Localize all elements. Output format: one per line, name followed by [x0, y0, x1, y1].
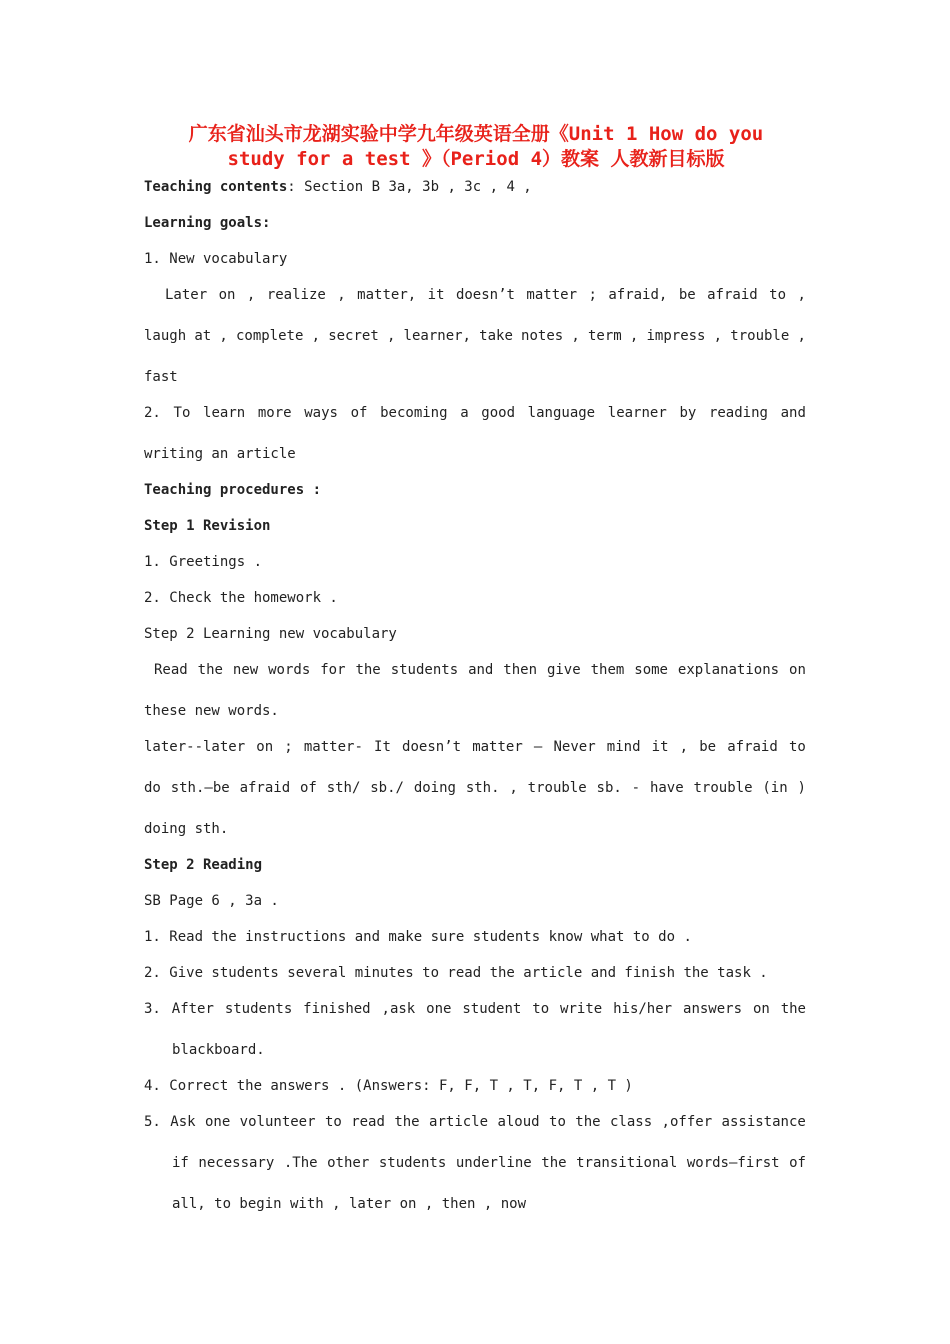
word: necessary [198, 1155, 275, 1171]
word: finished [303, 1001, 371, 1017]
word: answers [683, 1001, 743, 1017]
reading-item-4: 4. Correct the answers . (Answers: F, F, T , T, F, T , T ) [144, 1078, 633, 1094]
word: sth. [465, 780, 500, 796]
step-2-paragraph-line-2: these new words. [144, 703, 279, 719]
word: and [468, 662, 494, 678]
word: have [649, 780, 684, 796]
word: the [355, 662, 381, 678]
word: – [533, 739, 543, 755]
reading-item-3-line-1 [144, 1000, 806, 1018]
word: his/her [613, 1001, 673, 1017]
step-1-item-1: 1. Greetings . [144, 554, 263, 570]
word: article [429, 1114, 489, 1130]
word: reading [708, 405, 768, 421]
word: It [374, 739, 391, 755]
reading-item-5-line-2 [172, 1154, 806, 1172]
word: words—first [686, 1155, 780, 1171]
word: Ask [170, 1114, 196, 1130]
vocab-notes-line-3: doing sth. [144, 821, 229, 837]
word: more [257, 405, 292, 421]
word: , [509, 780, 518, 796]
word: of [789, 1155, 806, 1171]
word: transitional [576, 1155, 678, 1171]
word: take [479, 328, 513, 344]
word: assistance [721, 1114, 806, 1130]
word: write [560, 1001, 603, 1017]
word: other [327, 1155, 370, 1171]
word: doing [413, 780, 456, 796]
teaching-contents-line [144, 178, 532, 196]
word: , [713, 328, 723, 344]
word: the [575, 1114, 601, 1130]
teaching-procedures-heading: Teaching procedures : [144, 482, 322, 498]
word: afraid [707, 287, 758, 303]
word: class [609, 1114, 653, 1130]
word: (in [762, 780, 788, 796]
reading-item-2: 2. Give students several minutes to read the article and finish the task . [144, 965, 768, 981]
word: sb. [596, 780, 622, 796]
word: ,offer [661, 1114, 713, 1130]
word: to [532, 1001, 550, 1017]
word: learn [203, 405, 246, 421]
word: sb./ [370, 780, 404, 796]
learning-goals-heading: Learning goals: [144, 215, 271, 231]
vocabulary-item-title: 1. New vocabulary [144, 251, 288, 267]
word: explanations [677, 662, 780, 678]
word: , [219, 328, 228, 344]
word: trouble [730, 328, 790, 344]
word: if [172, 1155, 189, 1171]
word: then [503, 662, 538, 678]
word: afraid [239, 780, 291, 796]
word: term [587, 328, 622, 344]
word: , [797, 287, 806, 303]
word: ,ask [381, 1001, 416, 1017]
word: some [634, 662, 668, 678]
reading-item-1: 1. Read the instructions and make sure students know what to do . [144, 929, 692, 945]
goal-2-line-1 [144, 404, 806, 422]
word: students [390, 662, 459, 678]
word: them [590, 662, 625, 678]
word: ) [797, 780, 806, 796]
word: - [631, 780, 641, 796]
document-title [120, 122, 832, 172]
word: be [678, 287, 696, 303]
word: at [194, 328, 212, 344]
sb-page-reference: SB Page 6 , 3a . [144, 893, 279, 909]
word: 5. [144, 1114, 161, 1130]
step-2-paragraph-line-1 [154, 661, 806, 679]
word: matter [526, 287, 577, 303]
word: one [204, 1114, 231, 1130]
word: good [481, 405, 516, 421]
vocabulary-line-3: fast [144, 369, 178, 385]
vocabulary-line-2 [144, 327, 806, 345]
word: underline [455, 1155, 532, 1171]
vocab-notes-line-2 [144, 779, 806, 797]
vocabulary-line-1 [165, 286, 806, 304]
word: ; [284, 739, 293, 755]
word: 2. [144, 405, 161, 421]
word: notes [521, 328, 564, 344]
step-1-item-2: 2. Check the homework . [144, 590, 338, 606]
word: to [549, 1114, 566, 1130]
word: Read [154, 662, 188, 678]
word: by [679, 405, 697, 421]
word: on [256, 739, 274, 755]
word: to [788, 739, 806, 755]
teaching-contents-label: Teaching contents [144, 179, 288, 195]
word: , [311, 328, 321, 344]
word: impress [646, 328, 706, 344]
word: volunteer [239, 1114, 316, 1130]
word: 3. [144, 1001, 161, 1017]
word: matter [472, 739, 523, 755]
word: be [699, 739, 717, 755]
word: aloud [497, 1114, 540, 1130]
word: secret [328, 328, 379, 344]
word: trouble [693, 780, 753, 796]
word: , [629, 328, 639, 344]
word: the [541, 1155, 567, 1171]
word: of [299, 780, 317, 796]
word: , [571, 328, 580, 344]
word: students [224, 1001, 293, 1017]
word: doesn’t [455, 287, 515, 303]
word: sth/ [326, 780, 361, 796]
word: the [780, 1001, 806, 1017]
teaching-contents-value: : Section B 3a, 3b , 3c , 4 , [287, 179, 532, 195]
word: sth.—be [170, 780, 230, 796]
word: doesn’t [402, 739, 462, 755]
word: to [324, 1114, 342, 1130]
word: afraid [727, 739, 778, 755]
word: and [780, 405, 806, 421]
vocab-notes-line-1 [144, 738, 806, 756]
title-line-2: study for a test 》（Period 4）教案 人教新目标版 [227, 148, 725, 170]
word: one [426, 1001, 452, 1017]
word: on [789, 662, 806, 678]
word: on [218, 287, 236, 303]
word: After [171, 1001, 214, 1017]
word: becoming [380, 405, 448, 421]
word: it [651, 739, 669, 755]
word: give [546, 662, 581, 678]
word: a [460, 405, 469, 421]
word: , [246, 287, 256, 303]
word: for [320, 662, 346, 678]
step-2-reading-heading: Step 2 Reading [144, 857, 263, 873]
word: on [752, 1001, 770, 1017]
word: the [197, 662, 223, 678]
word: students [378, 1155, 447, 1171]
word: language [527, 405, 596, 421]
word: student [462, 1001, 522, 1017]
word: it [427, 287, 445, 303]
reading-item-5-line-3: all, to begin with , later on , then , now [172, 1196, 527, 1212]
word: , [679, 739, 689, 755]
step-1-heading: Step 1 Revision [144, 518, 271, 534]
goal-2-line-2: writing an article [144, 446, 296, 462]
word: , [797, 328, 806, 344]
word: realize [266, 287, 326, 303]
title-line-1: 广东省汕头市龙湖实验中学九年级英语全册《Unit 1 How do you [188, 123, 764, 145]
word: the [394, 1114, 420, 1130]
word: ; [588, 287, 597, 303]
word: laugh [144, 328, 187, 344]
word: learner [607, 405, 667, 421]
word: trouble [527, 780, 587, 796]
step-2-vocabulary-heading: Step 2 Learning new vocabulary [144, 626, 397, 642]
word: words [268, 662, 311, 678]
word: ways [304, 405, 338, 421]
word: , [386, 328, 396, 344]
word: Later [165, 287, 208, 303]
word: complete [235, 328, 304, 344]
word: To [173, 405, 191, 421]
word: Never [553, 739, 596, 755]
word: matter- [303, 739, 363, 755]
word: learner, [403, 328, 471, 344]
word: new [232, 662, 259, 678]
word: , [337, 287, 346, 303]
word: afraid, [608, 287, 668, 303]
reading-item-5-line-1 [144, 1113, 806, 1131]
word: of [350, 405, 368, 421]
word: read [351, 1114, 385, 1130]
word: mind [606, 739, 641, 755]
word: do [144, 780, 161, 796]
reading-item-3-line-2: blackboard. [172, 1042, 265, 1058]
word: matter, [357, 287, 417, 303]
word: later--later [144, 739, 246, 755]
word: to [769, 287, 787, 303]
word: .The [283, 1155, 318, 1171]
